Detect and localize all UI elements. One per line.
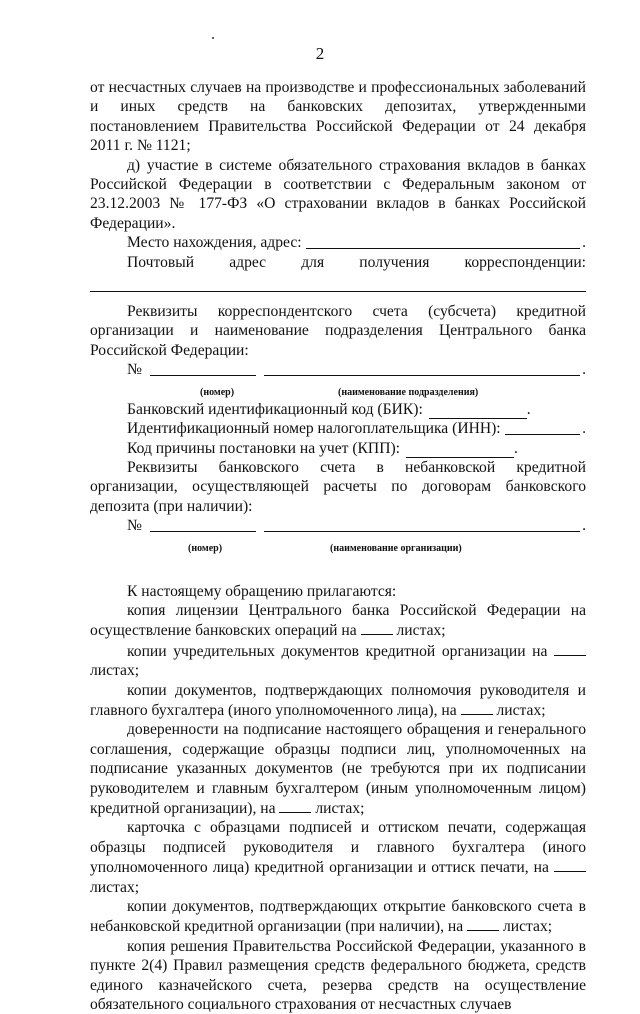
attachment-item-government-decision: копия решения Правительства Российской Федерации, указанного в пункте 2(4) Правил размещения средств федерального бюджета, средств единого казначейского счета, резерва средств на осуществление обязательного социального страхования от несчастных случаев	[90, 937, 586, 1014]
kpp-row: Код причины постановки на учет (КПП): .	[127, 439, 518, 457]
corr-account-number-row: № .	[127, 361, 586, 379]
number-sign-2: №	[127, 517, 142, 535]
kpp-blank	[406, 443, 514, 458]
nonbank-number-row: № .	[127, 517, 586, 535]
nonbank-number-blank	[150, 517, 256, 532]
attachment-item-signature-card: карточка с образцами подписей и оттиском печати, содержащая образцы подписей руководителя и главного бухгалтера (иного уполномоченного лица) кредитной организации и оттиск печати, на листах;	[90, 819, 586, 896]
nonbank-account-paragraph: Реквизиты банковского счета в небанковской кредитной организации, осуществляющей расчеты по договорам банковского депозита (при наличии):	[90, 458, 586, 515]
paragraph-deposit-insurance: д) участие в системе обязательного страхования вкладов в банках Российской Федерации в соответствии с Федеральным законом от 23.12.2003 № 177-ФЗ «О страховании вкладов в банках Российской Федерации».	[90, 156, 586, 232]
location-row: Место нахождения, адрес: .	[127, 234, 586, 252]
corr-number-blank	[150, 361, 256, 376]
attachment-item-account-opening: копии документов, подтверждающих открытие банковского счета в небанковской кредитной организации (при наличии), на листах;	[90, 898, 586, 936]
corr-account-captions	[90, 380, 586, 400]
scan-speck	[212, 37, 214, 39]
number-sign: №	[127, 361, 142, 379]
location-blank	[306, 234, 581, 249]
kpp-label: Код причины постановки на учет (КПП):	[127, 439, 400, 457]
organization-blank	[264, 517, 580, 532]
bik-blank	[429, 404, 527, 419]
caption-organization: (наименование организации)	[330, 542, 462, 554]
paragraph-continuation: от несчастных случаев на производстве и профессиональных заболеваний и иных средств на банковских депозитах, утвержденными постановлением Правительства Российской Федерации от 24 декабря 2011 г. № 1121;	[90, 79, 586, 155]
nonbank-captions	[90, 536, 586, 556]
attachment-item-charter: копии учредительных документов кредитной организации на листах;	[90, 641, 586, 681]
caption-number: (номер)	[200, 386, 235, 398]
location-label: Место нахождения, адрес:	[127, 234, 302, 252]
document-body	[90, 78, 586, 1014]
division-blank	[264, 361, 580, 376]
postal-address-label: Почтовый адрес для получения корреспонденции:	[127, 253, 586, 271]
bik-label: Банковский идентификационный код (БИК):	[127, 400, 423, 418]
inn-label: Идентификационный номер налогоплательщика (ИНН):	[127, 420, 501, 438]
caption-division: (наименование подразделения)	[338, 386, 479, 398]
inn-row: Идентификационный номер налогоплательщика (ИНН): .	[127, 420, 586, 438]
caption-number-2: (номер)	[188, 542, 223, 554]
page-number: 2	[315, 44, 325, 63]
inn-blank	[505, 420, 580, 435]
corr-account-paragraph: Реквизиты корреспондентского счета (субсчета) кредитной организации и наименование подразделения Центрального банка Российской Федерации:	[90, 303, 586, 359]
bik-row: Банковский идентификационный код (БИК): .	[127, 400, 531, 418]
attachment-item-license: копия лицензии Центрального банка Российской Федерации на осуществление банковских операций на листах;	[90, 601, 586, 640]
attachment-item-proxies: доверенности на подписание настоящего обращения и генерального соглашения, содержащие образцы подписи лиц, уполномоченных на подписание указанных документов (не требуются при их подписании руководителем и главным бухгалтером (иным уполномоченным лицом) кредитной организации), на листах;	[90, 721, 586, 817]
attachments-intro: К настоящему обращению прилагаются:	[127, 582, 397, 600]
postal-address-blank	[90, 272, 586, 292]
attachment-item-powers: копии документов, подтверждающих полномочия руководителя и главного бухгалтера (иного уполномоченного лица), на листах;	[90, 681, 586, 719]
